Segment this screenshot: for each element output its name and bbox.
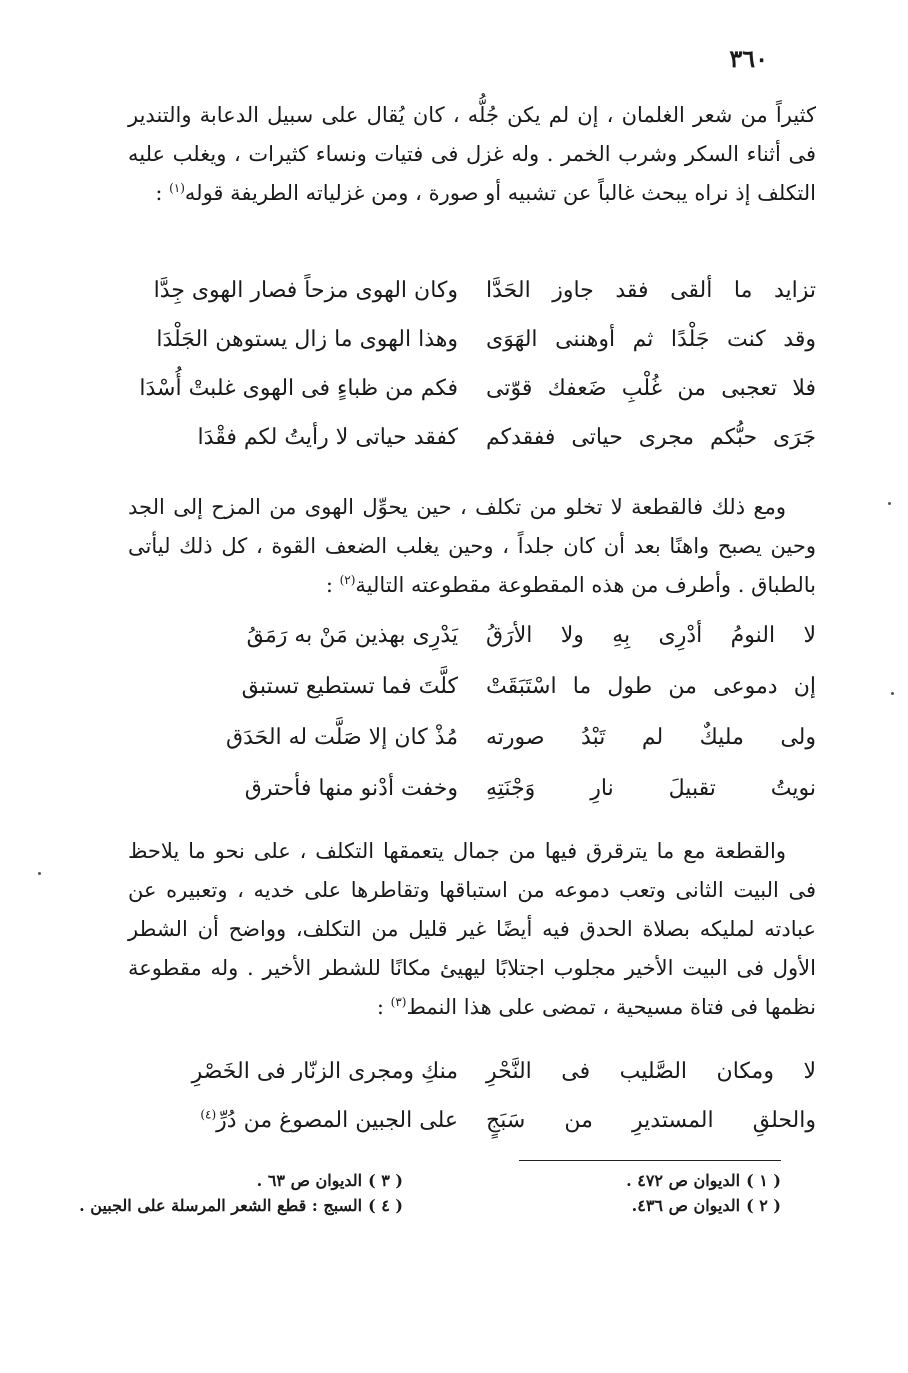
verse-line xyxy=(128,1096,816,1145)
verse-line xyxy=(128,413,816,462)
footnote-text: الديوان ص ٤٧٢ . xyxy=(626,1171,741,1190)
footnote-number: ( ٢ ) xyxy=(746,1196,781,1215)
poem-block xyxy=(128,610,816,814)
first-hemistich: والحلقِ المستديرِ من سَبَجٍ xyxy=(486,1108,816,1133)
verse-line xyxy=(128,1047,816,1096)
verse-line xyxy=(128,712,816,763)
footnote-ref: (٤) xyxy=(200,1107,217,1122)
scan-speck xyxy=(38,872,41,875)
verse-line xyxy=(128,763,816,814)
paragraph-colon: : xyxy=(325,573,340,597)
first-hemistich: ولى مليكٌ لم تَبْدُ صورته xyxy=(486,725,816,750)
poem-block xyxy=(128,1047,816,1145)
paragraph-text: والقطعة مع ما يترقرق فيها من جمال يتعمقها التكلف ، على نحو ما يلاحظ فى البيت الثانى وتعب دموعه من استباقها وتقاطرها على خديه ، وتعبيره عن عبادته لمليكه بصلاة الحدق فيه أيضًا غير قليل من التكلف، وواضح أن الشطر الأول فى البيت الأخير مجلوب اجتلابًا ليهيئ مكانًا للشطر الأخير . وله مقطوعة نظمها فى فتاة مسيحية ، تمضى على هذا النمط xyxy=(128,839,816,1019)
first-hemistich: جَرَى حبُّكم مجرى حياتى ففقدكم xyxy=(486,425,816,450)
hemistich-text: على الجبين المصوغ من دُرِّ xyxy=(216,1108,458,1133)
footnote-ref: (٢) xyxy=(339,573,356,587)
footnote xyxy=(79,1195,403,1217)
second-hemistich: يَدْرِى بهذين مَنْ به رَمَقُ xyxy=(246,623,458,648)
first-hemistich: لا ومكان الصَّليب فى النَّحْرِ xyxy=(486,1059,816,1084)
poem-block xyxy=(128,266,816,462)
body-paragraph xyxy=(128,96,816,213)
verse-line xyxy=(128,661,816,712)
second-hemistich: فكم من ظباءٍ فى الهوى غلبتْ أُسْدَا xyxy=(139,376,458,401)
scan-speck xyxy=(891,692,894,695)
footnote-ref: (٣) xyxy=(390,995,407,1009)
second-hemistich: وهذا الهوى ما زال يستوهن الجَلْدَا xyxy=(156,327,458,352)
second-hemistich: وكان الهوى مزحاً فصار الهوى جِدَّا xyxy=(153,278,458,303)
body-paragraph xyxy=(128,488,816,605)
footnote-number: ( ٤ ) xyxy=(368,1196,403,1215)
body-paragraph xyxy=(128,832,816,1027)
second-hemistich: منكِ ومجرى الزنّار فى الخَصْرِ xyxy=(191,1059,458,1084)
first-hemistich: نويتُ تقبيلَ نارِ وَجْنَتِهِ xyxy=(486,776,816,801)
footnote-text: السبج : قطع الشعر المرسلة على الجبين . xyxy=(79,1196,363,1215)
first-hemistich: إن دموعى من طول ما اسْتَبَقَتْ xyxy=(486,674,816,699)
first-hemistich: فلا تعجبى من غُلْبِ ضَعفك قوّتى xyxy=(486,376,816,401)
second-hemistich: كلَّتَ فما تستطيع تستبق xyxy=(241,674,458,699)
footnote xyxy=(257,1170,403,1192)
verse-line xyxy=(128,610,816,661)
scan-speck xyxy=(888,502,891,505)
second-hemistich: مُذْ كان إلا صَلَّت له الحَدَق xyxy=(226,725,458,750)
verse-line xyxy=(128,315,816,364)
footnote-text: الديوان ص ٦٣ . xyxy=(256,1171,363,1190)
paragraph-colon: : xyxy=(155,181,170,205)
paragraph-text: ومع ذلك فالقطعة لا تخلو من تكلف ، حين يحوِّل الهوى من المزح إلى الجد وحين يصبح واهنًا بعد أن كان جلداً ، وحين يغلب الضعف القوة ، كل ذلك ليأتى بالطباق . وأطرف من هذه المقطوعة مقطوعته التالية xyxy=(128,495,816,597)
paragraph-text: كثيراً من شعر الغلمان ، إن لم يكن جُلُّه ، كان يُقال على سبيل الدعابة والتندير فى أثناء السكر وشرب الخمر . وله غزل فى فتيات ونساء كثيرات ، ويغلب عليه التكلف إذ نراه يبحث غالباً عن تشبيه أو صورة ، ومن غزلياته الطريفة قوله xyxy=(128,103,816,205)
footnote xyxy=(632,1195,781,1217)
verse-line xyxy=(128,266,816,315)
first-hemistich: تزايد ما ألقى فقد جاوز الحَدَّا xyxy=(486,278,816,303)
second-hemistich: كفقد حياتى لا رأيتُ لكم فقْدَا xyxy=(197,425,458,450)
footnote-number: ( ١ ) xyxy=(746,1171,781,1190)
verse-line xyxy=(128,364,816,413)
paragraph-colon: : xyxy=(376,995,391,1019)
footnote xyxy=(626,1170,781,1192)
second-hemistich: وخفت أدْنو منها فأحترق xyxy=(244,776,458,801)
footnote-text: الديوان ص ٤٣٦. xyxy=(631,1196,741,1215)
footnote-ref: (١) xyxy=(169,181,185,195)
footnote-number: ( ٣ ) xyxy=(368,1171,403,1190)
first-hemistich: وقد كنت جَلْدًا ثم أوهننى الهَوَى xyxy=(486,327,816,352)
footnote-divider xyxy=(519,1160,781,1161)
first-hemistich: لا النومُ أدْرِى بِهِ ولا الأرَقُ xyxy=(486,623,816,648)
page-number: ٣٦٠ xyxy=(729,44,768,73)
second-hemistich xyxy=(128,1108,458,1133)
